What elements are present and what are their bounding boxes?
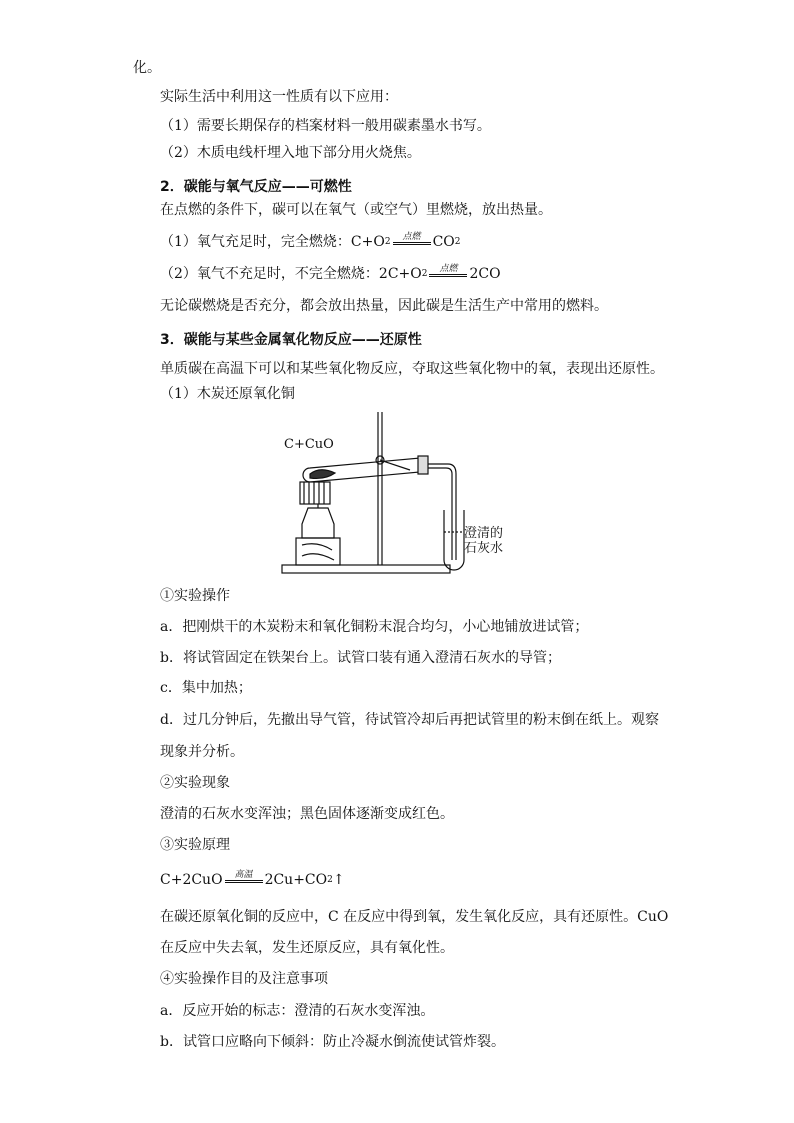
condition-text: 点燃 [402, 231, 421, 242]
text-line: （2）木质电线杆埋入地下部分用火烧焦。 [160, 145, 421, 161]
subscript: 2 [454, 237, 461, 247]
text-line: a．反应开始的标志：澄清的石灰水变浑浊。 [160, 1003, 435, 1019]
condition-text: 高温 [234, 869, 253, 880]
text-line: d．过几分钟后，先撤出导气管，待试管冷却后再把试管里的粉末倒在纸上。观察 [160, 712, 659, 728]
text-line: ④实验操作目的及注意事项 [160, 971, 328, 987]
section-heading-combustion: 2．碳能与氧气反应——可燃性 [160, 179, 352, 195]
text-line: 现象并分析。 [160, 744, 244, 760]
text-line: ③实验原理 [160, 837, 230, 853]
equation-rhs: 2CO [469, 266, 501, 282]
text-line: 在碳还原氧化铜的反应中，C 在反应中得到氧，发生氧化反应，具有还原性。CuO [160, 909, 669, 925]
reaction-condition [393, 232, 431, 245]
equation-rhs: CO [432, 234, 455, 250]
equation-lhs: C+2CuO [160, 872, 223, 888]
text-line: （1）需要长期保存的档案材料一般用碳素墨水书写。 [160, 118, 491, 134]
label-limewater-line2: 石灰水 [464, 541, 504, 556]
condition-text: 点燃 [439, 263, 458, 274]
subscript: 2 [327, 875, 333, 885]
equation-lhs: （1）氧气充足时，完全燃烧：C+O [160, 234, 385, 250]
section-heading-reduction: 3．碳能与某些金属氧化物反应——还原性 [160, 332, 422, 348]
equals-bar [225, 880, 263, 883]
text-line: 化。 [133, 60, 161, 76]
text-line: 澄清的石灰水变浑浊；黑色固体逐渐变成红色。 [160, 806, 454, 822]
text-line: 单质碳在高温下可以和某些氧化物反应，夺取这些氧化物中的氧，表现出还原性。 [160, 361, 664, 377]
text-line: a．把刚烘干的木炭粉末和氧化铜粉末混合均匀，小心地铺放进试管； [160, 619, 589, 635]
equals-bar [393, 242, 431, 245]
equation-rhs: 2Cu+CO [264, 872, 328, 888]
text-line: 实际生活中利用这一性质有以下应用： [160, 89, 398, 105]
label-limewater-line1: 澄清的 [464, 526, 504, 541]
subscript: 2 [384, 237, 391, 247]
apparatus-figure [280, 410, 520, 580]
gas-arrow: ↑ [332, 872, 345, 888]
subscript: 2 [421, 269, 428, 279]
equation-reduction [160, 870, 345, 890]
label-reactants: C+CuO [284, 437, 334, 452]
text-line: b．试管口应略向下倾斜：防止冷凝水倒流使试管炸裂。 [160, 1034, 505, 1050]
equation-lhs: （2）氧气不充足时，不完全燃烧：2C+O [160, 266, 422, 282]
text-line: ①实验操作 [160, 588, 230, 604]
reaction-condition [429, 264, 467, 277]
text-line: 无论碳燃烧是否充分，都会放出热量，因此碳是生活生产中常用的燃料。 [160, 298, 608, 314]
text-line: 在反应中失去氧，发生还原反应，具有氧化性。 [160, 940, 454, 956]
equation-incomplete-combustion [160, 264, 501, 284]
text-line: （1）木炭还原氧化铜 [160, 386, 295, 402]
text-line: c．集中加热； [160, 680, 252, 696]
reaction-condition [225, 870, 263, 883]
text-line: 在点燃的条件下，碳可以在氧气（或空气）里燃烧，放出热量。 [160, 202, 552, 218]
equation-complete-combustion [160, 232, 461, 252]
text-line: ②实验现象 [160, 775, 230, 791]
text-line: b．将试管固定在铁架台上。试管口装有通入澄清石灰水的导管； [160, 650, 561, 666]
equals-bar [429, 274, 467, 277]
